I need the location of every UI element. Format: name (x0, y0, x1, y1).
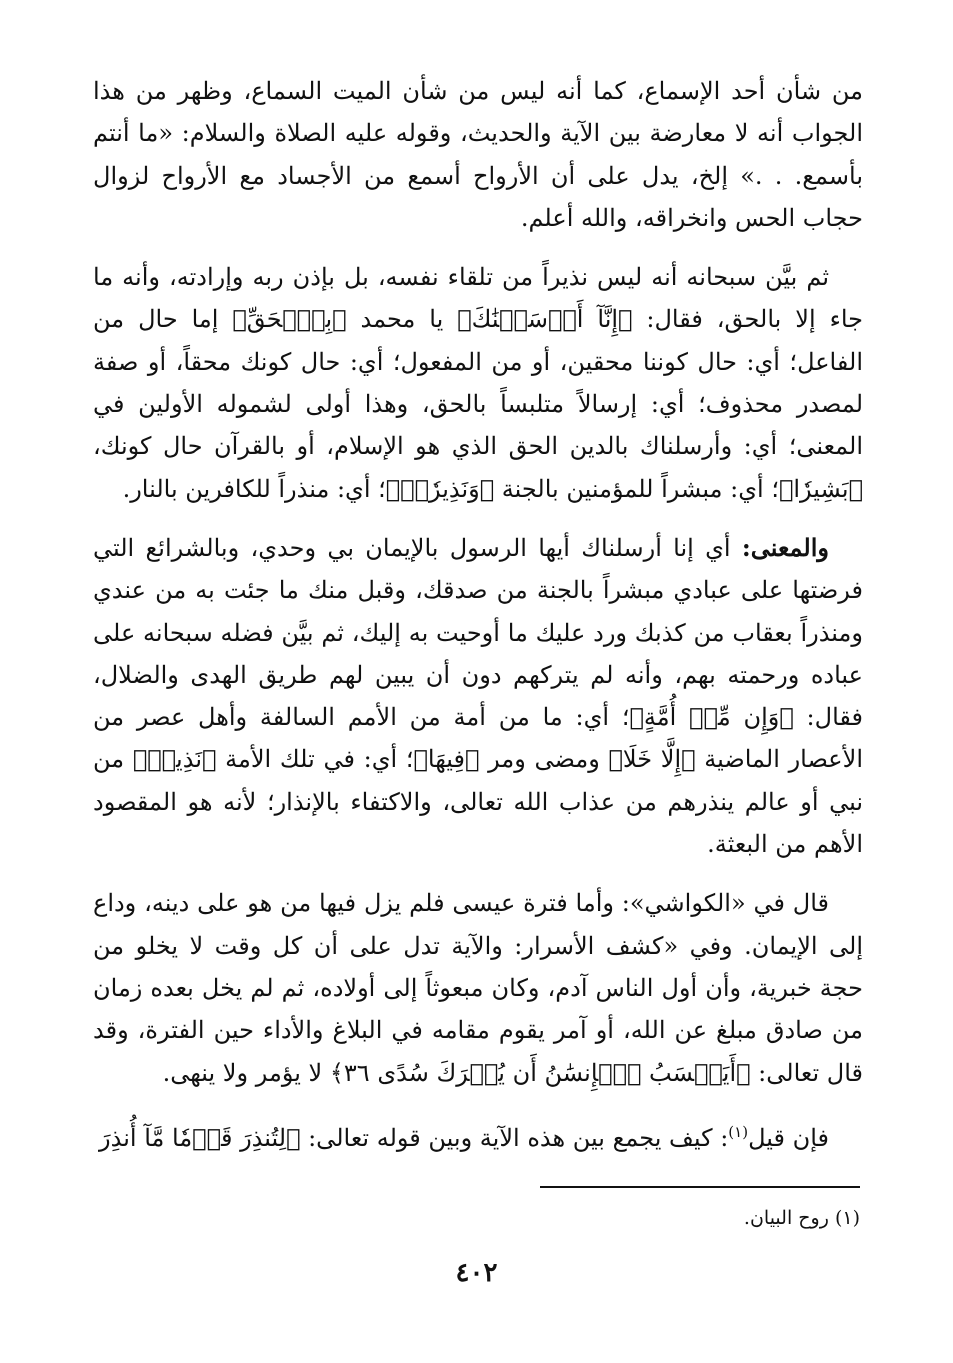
paragraph-question (93, 1111, 863, 1159)
paragraph-meaning (93, 527, 863, 865)
paragraph-kawashi: قال في «الكواشي»: وأما فترة عيسى فلم يزل فيها من هو على دينه، وداع إلى الإيمان. وفي «كشف الأسرار: والآية تدل على أن كل وقت لا يخلو من حجة خبرية، وأن أول الناس آدم، وكان مبعوثاً إلى أولاده، ثم لم يخل بعده زمان من صادق مبلغ عن الله، أو آمر يقوم مقامه في البلاغ والأداء حين الفترة، وقد قال تعالى: ﴿أَيَحۡسَبُ ٱلۡإِنسَٰنُ أَن يُتۡرَكَ سُدًى ٣٦﴾ لا يؤمر ولا ينهى. (93, 889, 863, 1087)
paragraph-2: ثم بيَّن سبحانه أنه ليس نذيراً من تلقاء نفسه، بل بإذن ربه وإرادته، وأنه ما جاء إلا بالحق، فقال: ﴿إِنَّآ أَرۡسَلۡنَٰكَ﴾ يا محمد ﴿بِٱلۡحَقِّ﴾ إما حال من الفاعل؛ أي: حال كوننا محقين، أو من المفعول؛ أي: حال كونك محقاً، أو صفة لمصدر محذوف؛ أي: إرسالاً متلبساً بالحق، وهذا أولى لشموله الأولين في المعنى؛ أي: وأرسلناك بالدين الحق الذي هو الإسلام، أو بالقرآن حال كونك، ﴿بَشِيرٗا﴾؛ أي: مبشراً للمؤمنين بالجنة ﴿وَنَذِيرٗاۚ﴾؛ أي: منذراً للكافرين بالنار. (93, 263, 864, 503)
question-text-after: : كيف يجمع بين هذه الآية وبين قوله تعالى: ﴿لِتُنذِرَ قَوۡمٗا مَّآ أُنذِرَ (99, 1123, 729, 1152)
meaning-label: والمعنى: (741, 532, 829, 562)
question-text-before: فإن قيل (748, 1123, 829, 1152)
meaning-text: أي إنا أرسلناك أيها الرسول بالإيمان بي وحدي، وبالشرائع التي فرضتها على عبادي مبشراً بالجنة من صدقك، وقبل منك ما جئت به من عندي ومنذراً بعقاب من كذبك ورد عليك ما أوحيت به إليك، ثم بيَّن فضله سبحانه على عباده ورحمته بهم، وأنه لم يتركهم دون أن يبين لهم طريق الهدى والضلال، فقال: ﴿وَإِن مِّنۡ أُمَّةٍ﴾؛ أي: ما من أمة من الأمم السالفة وأهل عصر من الأعصار الماضية ﴿إِلَّا خَلَا﴾ ومضى ومر ﴿فِيهَا﴾؛ أي: في تلك الأمة ﴿نَذِيرٞ﴾ من نبي أو عالم ينذرهم من عذاب الله تعالى، والاكتفاء بالإنذار؛ لأنه هو المقصود الأهم من البعثة. (93, 533, 863, 859)
page-number: ٤٠٢ (455, 1258, 498, 1288)
footnote-number: (١) (834, 1207, 860, 1229)
footnote-text: روح البيان. (743, 1207, 829, 1229)
paragraph-1: من شأن أحد الإسماع، كما أنه ليس من شأن الميت السماع، وظهر من هذا الجواب أنه لا معارضة بين الآية والحديث، وقوله عليه الصلاة والسلام: «ما أنتم بأسمع. . .» إلخ، يدل على أن الأرواح أسمع من الأجساد مع الأرواح لزوال حجاب الحس وانخراقه، والله أعلم. (93, 77, 863, 232)
page-body (93, 70, 863, 1176)
footnote-separator (540, 1186, 860, 1188)
footnote (90, 1203, 860, 1233)
footnote-reference: (١) (728, 1122, 749, 1141)
